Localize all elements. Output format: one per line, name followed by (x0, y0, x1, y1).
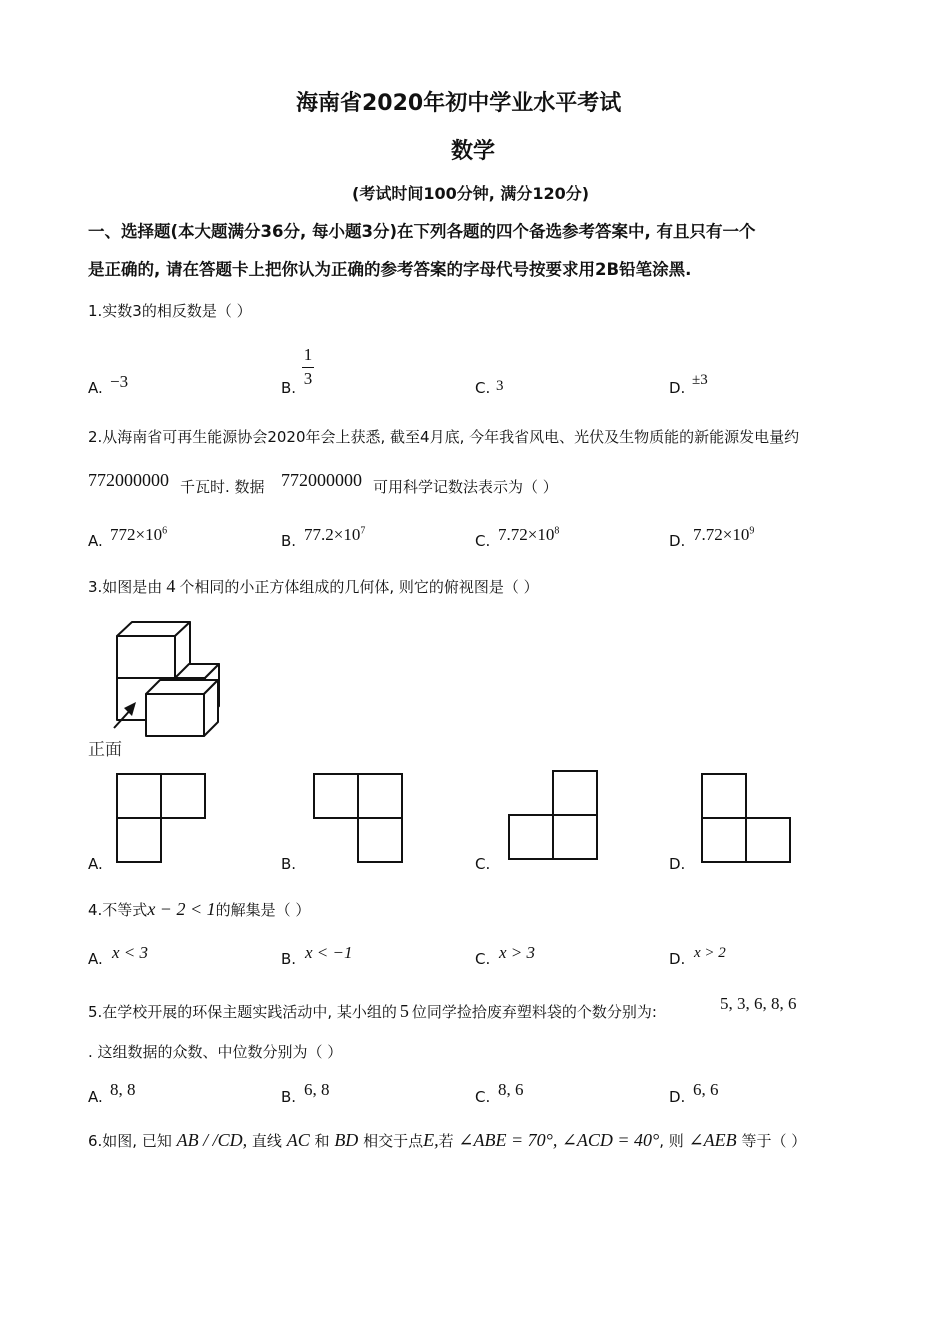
q3-option-b-figure (313, 773, 405, 865)
q1-option-d-value: ±3 (692, 372, 708, 388)
q1-option-c-value: 3 (496, 378, 504, 394)
page-title: 海南省2020年初中学业水平考试 (296, 91, 622, 116)
exam-note: (考试时间100分钟, 满分120分) (352, 184, 590, 203)
q2-number-2: 772000000 (281, 470, 362, 490)
q3-option-a-figure (116, 773, 208, 865)
question-2-stem: 2.从海南省可再生能源协会2020年会上获悉, 截至4月底, 今年我省风电、光伏及生物质能的新能源发电量约 (88, 428, 800, 446)
q1-option-b-label: B. (281, 379, 297, 397)
section-instruction-line1: 一、选择题(本大题满分36分, 每小题3分)在下列各题的四个备选参考答案中, 有且只有一个 (88, 222, 756, 241)
q3-option-a-label: A. (88, 855, 103, 873)
q2-option-a-value: $772\times 10^6$ (110, 525, 168, 544)
q3-option-b-label: B. (281, 855, 297, 873)
q5-option-c-label: C. (475, 1088, 491, 1106)
q1-option-b-numerator: 1 (303, 345, 313, 364)
q6-angles: ∠ABE = 70°, ∠ACD = 40° (458, 1130, 660, 1150)
q1-option-b-denominator: 3 (303, 369, 313, 388)
q1-option-c-label: C. (475, 379, 491, 397)
question-3-stem: 3.如图是由 4 个相同的小正方体组成的几何体, 则它的俯视图是（ ） (88, 576, 539, 596)
q4-option-d-label: D. (669, 950, 686, 968)
q4-option-a-value: x < 3 (112, 943, 149, 962)
q5-option-b-label: B. (281, 1088, 297, 1106)
q2-option-c-value: $7.72\times 10^8$ (498, 525, 560, 544)
section-instruction-line2: 是正确的, 请在答题卡上把你认为正确的参考答案的字母代号按要求用2B铅笔涂黑. (88, 260, 692, 279)
subject-title: 数学 (451, 139, 496, 164)
q1-option-a-label: A. (88, 379, 103, 397)
q5-option-d-label: D. (669, 1088, 686, 1106)
question-6-stem: 6.如图, 已知 AB / /CD, 直线 AC 和 BD 相交于点E,若 ∠ABE = 70°, ∠ACD = 40°, 则 ∠AEB 等于（ ） (88, 1130, 807, 1150)
q1-option-a-value: −3 (110, 372, 129, 391)
q2-option-c-label: C. (475, 532, 491, 550)
q5-data-values: 5, 3, 6, 8, 6 (720, 994, 797, 1013)
q2-option-a-label: A. (88, 532, 103, 550)
question-1-stem: 1.实数3的相反数是（ ） (88, 302, 252, 320)
q4-option-c-value: x > 3 (499, 943, 536, 962)
q4-option-a-label: A. (88, 950, 103, 968)
q2-text-mid: 千瓦时. 数据 (180, 478, 265, 496)
q5-option-d-value: 6, 6 (693, 1080, 719, 1099)
q2-option-d-label: D. (669, 532, 686, 550)
question-4-stem: 4.不等式x − 2 < 1的解集是（ ） (88, 899, 311, 919)
q3-option-d-figure (701, 773, 793, 865)
q1-option-b-fraction-bar (302, 367, 314, 368)
q4-option-c-label: C. (475, 950, 491, 968)
q5-option-a-label: A. (88, 1088, 103, 1106)
q2-number-1: 772000000 (88, 470, 169, 490)
q4-option-d-value: x > 2 (694, 945, 726, 961)
q2-text-tail: 可用科学记数法表示为（ ） (373, 478, 558, 496)
q4-option-b-value: x < −1 (305, 943, 353, 962)
q6-given: AB / /CD, (176, 1130, 248, 1150)
q2-option-b-value: $77.2\times 10^7$ (304, 525, 366, 544)
q2-option-b-label: B. (281, 532, 297, 550)
q5-option-b-value: 6, 8 (304, 1080, 330, 1099)
q3-option-d-label: D. (669, 855, 686, 873)
q2-option-d-value: $7.72\times 10^9$ (693, 525, 755, 544)
q4-option-b-label: B. (281, 950, 297, 968)
q3-option-c-label: C. (475, 855, 491, 873)
q5-option-a-value: 8, 8 (110, 1080, 136, 1099)
question-5-stem-line2: . 这组数据的众数、中位数分别为（ ） (88, 1043, 343, 1061)
q3-option-c-figure (508, 770, 600, 862)
q3-front-label: 正面 (88, 740, 122, 760)
question-5-stem: 5.在学校开展的环保主题实践活动中, 某小组的 5 位同学捡拾废弃塑料袋的个数分别为: (88, 1001, 657, 1021)
q5-option-c-value: 8, 6 (498, 1080, 524, 1099)
q1-option-d-label: D. (669, 379, 686, 397)
